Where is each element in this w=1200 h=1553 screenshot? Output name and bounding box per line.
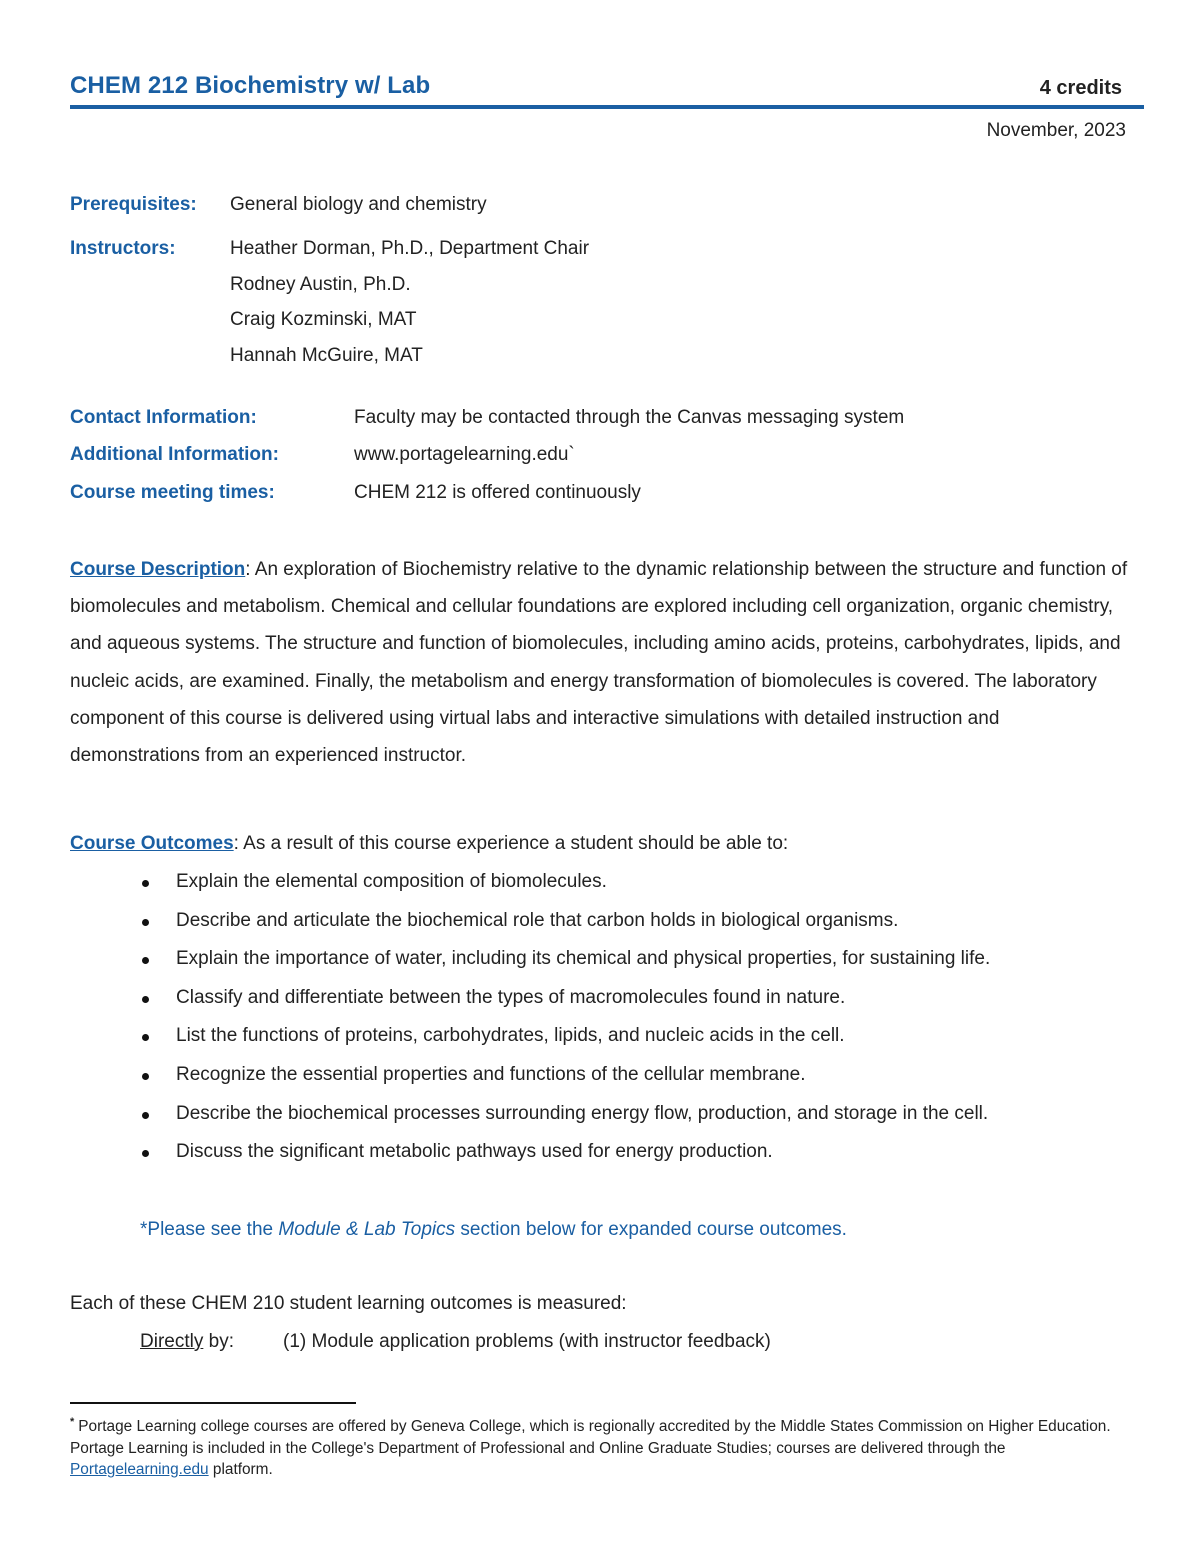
course-description-heading: Course Description <box>70 559 246 580</box>
bullet-icon <box>142 919 149 926</box>
outcomes-list <box>140 871 990 1180</box>
note-suffix: section below for expanded course outcomes. <box>455 1219 847 1240</box>
outcome-item <box>140 1064 990 1103</box>
footnote-text-before: Portage Learning college courses are offered by Geneva College, which is regionally accredited by the Middle States Commission on Higher Education. Portage Learning is included in the College's Department of Professional and Online Graduate Studies; courses are delivered through the <box>70 1418 1111 1457</box>
directly-item: (1) Module application problems (with instructor feedback) <box>283 1331 771 1352</box>
outcome-text: List the functions of proteins, carbohydrates, lipids, and nucleic acids in the cell. <box>176 1025 845 1047</box>
course-outcomes-intro-text: : As a result of this course experience a student should be able to: <box>233 833 789 854</box>
note-section-name: Module & Lab Topics <box>278 1219 456 1240</box>
outcome-item <box>140 1025 990 1064</box>
prerequisites-label: Prerequisites: <box>70 194 197 215</box>
bullet-icon <box>142 1112 149 1119</box>
outcome-item <box>140 910 990 949</box>
outcome-text: Discuss the significant metabolic pathways used for energy production. <box>176 1141 773 1163</box>
instructor-name: Craig Kozminski, MAT <box>230 309 417 330</box>
contact-info-label: Contact Information: <box>70 407 257 428</box>
bullet-icon <box>142 1150 149 1157</box>
outcome-item <box>140 1141 990 1180</box>
outcome-item <box>140 871 990 910</box>
course-title: CHEM 212 Biochemistry w/ Lab <box>70 72 431 99</box>
outcome-text: Explain the elemental composition of biomolecules. <box>176 871 607 892</box>
header-rule <box>70 105 1144 109</box>
course-outcomes-intro <box>70 833 788 855</box>
bullet-icon <box>142 1073 149 1080</box>
course-outcomes-heading: Course Outcomes <box>70 833 234 854</box>
bullet-icon <box>142 880 149 887</box>
outcome-text: Explain the importance of water, including its chemical and physical properties, for sustaining life. <box>176 948 991 970</box>
bullet-icon <box>142 996 149 1003</box>
instructors-row <box>70 238 230 260</box>
footnote-mark: * <box>70 1416 75 1428</box>
prerequisites-row <box>70 194 487 216</box>
expanded-outcomes-note <box>140 1219 847 1241</box>
portage-learning-link[interactable]: Portagelearning.edu <box>70 1461 209 1479</box>
directly-word: Directly <box>140 1331 204 1352</box>
course-description-text: : An exploration of Biochemistry relative to the dynamic relationship between the structure and function of biomolecules and metabolism. Chemical and cellular foundations are explored including cell organization, organic chemistry, and aqueous systems. The structure and function of biomolecules, including amino acids, proteins, carbohydrates, lipids, and nucleic acids, are examined. Finally, the metabolism and energy transformation of biomolecules is covered. The laboratory component of this course is delivered using virtual labs and interactive simulations with detailed instruction and demonstrations from an experienced instructor. <box>70 559 1128 767</box>
footnote-separator <box>70 1402 356 1404</box>
instructor-name: Rodney Austin, Ph.D. <box>230 273 411 295</box>
prerequisites-value: General biology and chemistry <box>230 194 487 215</box>
outcome-text: Describe the biochemical processes surrounding energy flow, production, and storage in the cell. <box>176 1102 989 1124</box>
footnote-text-after: platform. <box>208 1461 273 1479</box>
note-prefix: *Please see the <box>140 1219 279 1240</box>
additional-info-value[interactable]: www.portagelearning.edu` <box>354 444 575 465</box>
course-credits: 4 credits <box>1039 77 1122 99</box>
bullet-icon <box>142 957 149 964</box>
instructors-list <box>230 238 589 380</box>
instructors-label: Instructors: <box>70 238 176 259</box>
bullet-icon <box>142 1034 149 1041</box>
additional-info-label: Additional Information: <box>70 444 279 465</box>
course-description <box>70 551 1130 774</box>
outcome-item <box>140 948 990 987</box>
meeting-times-value: CHEM 212 is offered continuously <box>354 482 641 503</box>
instructor-name: Hannah McGuire, MAT <box>230 344 423 366</box>
outcome-text: Classify and differentiate between the types of macromolecules found in nature. <box>176 986 846 1008</box>
measured-statement: Each of these CHEM 210 student learning outcomes is measured: <box>70 1293 627 1314</box>
outcome-item <box>140 1103 990 1142</box>
meeting-times-row <box>70 482 641 504</box>
directly-label <box>140 1331 283 1353</box>
additional-info-row <box>70 444 575 466</box>
meeting-times-label: Course meeting times: <box>70 482 275 503</box>
directly-suffix: by: <box>203 1331 234 1352</box>
outcome-text: Describe and articulate the biochemical role that carbon holds in biological organisms. <box>176 909 899 931</box>
course-header <box>70 72 1144 100</box>
syllabus-date: November, 2023 <box>986 120 1126 141</box>
contact-info-value: Faculty may be contacted through the Canvas messaging system <box>354 407 905 428</box>
directly-measured-row <box>140 1331 771 1353</box>
outcome-text: Recognize the essential properties and functions of the cellular membrane. <box>176 1063 806 1085</box>
contact-info-row <box>70 407 904 429</box>
outcome-item <box>140 987 990 1026</box>
footnote <box>70 1412 1140 1481</box>
instructor-name: Heather Dorman, Ph.D., Department Chair <box>230 238 590 259</box>
